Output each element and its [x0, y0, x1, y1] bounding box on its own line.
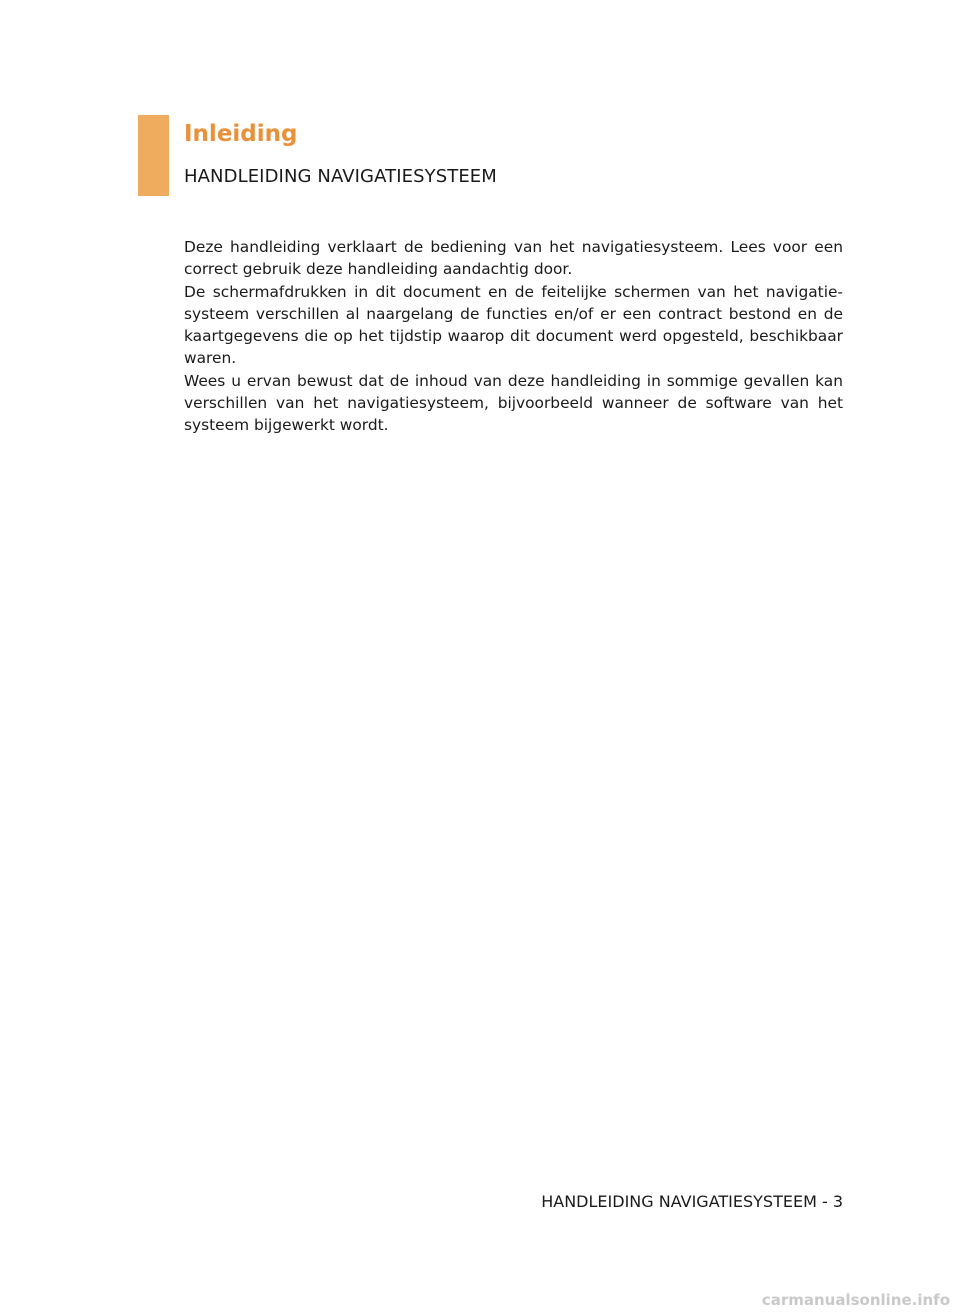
paragraph-differences: Wees u ervan bewust dat de inhoud van deze handleiding in sommige gevallen kan verschillen van het navigatiesysteem, bijvoorbeeld wanneer de software van het systeem bijgewerkt wordt.	[184, 371, 843, 435]
section-accent-bar	[138, 115, 169, 196]
paragraph-screenshots: De schermafdrukken in dit document en de feitelijke schermen van het navigatie-systeem verschillen al naargelang de functies en/of er een contract bestond en de kaartgegevens die op het tijdstip waarop dit document werd opgesteld, beschikbaar waren.	[184, 282, 843, 368]
body-text	[184, 236, 843, 437]
section-title: Inleiding	[184, 121, 298, 147]
page-footer: HANDLEIDING NAVIGATIESYSTEEM - 3	[541, 1192, 843, 1211]
paragraph-intro: Deze handleiding verklaart de bediening van het navigatiesysteem. Lees voor een correct gebruik deze handleiding aandachtig door.	[184, 238, 843, 279]
watermark: carmanualsonline.info	[761, 1291, 950, 1309]
section-subtitle: HANDLEIDING NAVIGATIESYSTEEM	[184, 166, 497, 187]
